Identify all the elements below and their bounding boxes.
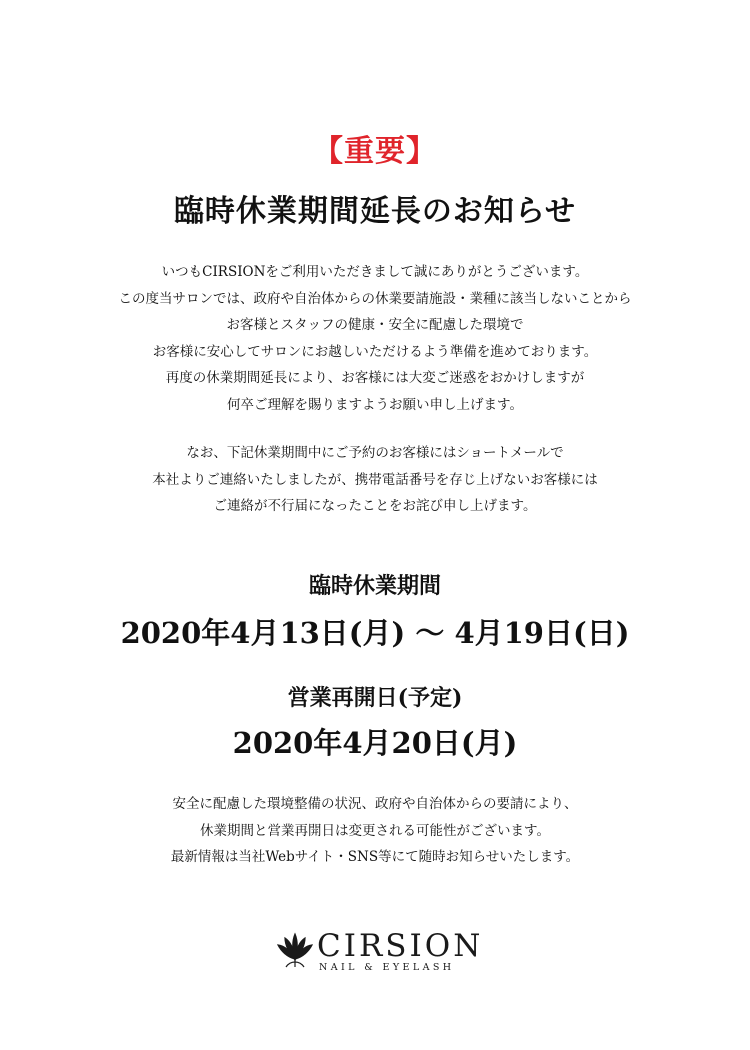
- intro-line: いつもCIRSIONをご利用いただきまして誠にありがとうございます。: [161, 264, 589, 280]
- brand-name: CIRSION: [317, 928, 484, 964]
- intro-line: お客様に安心してサロンにお越しいただけるよう準備を進めております。: [152, 343, 598, 360]
- notice-paragraph: [0, 440, 750, 520]
- brand-subtitle: NAIL & EYELASH: [319, 962, 455, 973]
- brand-logo: [275, 925, 484, 980]
- notice-line: なお、下記休業期間中にご予約のお客様にはショートメールで: [186, 445, 564, 461]
- intro-paragraph: [0, 259, 750, 418]
- intro-line: お客様とスタッフの健康・安全に配慮した環境で: [226, 317, 524, 333]
- intro-line: 再度の休業期間延長により、お客様には大変ご迷惑をおかけしますが: [165, 370, 585, 386]
- reopen-date-label: 営業再開日(予定): [287, 685, 463, 711]
- notice-line: 本社よりご連絡いたしましたが、携帯電話番号を存じ上げないお客様には: [152, 471, 598, 488]
- page-title: 臨時休業期間延長のお知らせ: [173, 194, 577, 229]
- footer-note-line: 最新情報は当社Webサイト・SNS等にて随時お知らせいたします。: [170, 849, 580, 865]
- flower-logo-icon: [275, 929, 315, 969]
- footer-note-line: 安全に配慮した環境整備の状況、政府や自治体からの要請により、: [172, 796, 578, 812]
- intro-line: この度当サロンでは、政府や自治体からの休業要請施設・業種に該当しないことから: [118, 290, 632, 307]
- closure-period-dates: 2020年4月13日(月) 〜 4月19日(日): [120, 616, 630, 650]
- important-heading: 【重要】: [313, 134, 437, 169]
- reopen-date: 2020年4月20日(月): [232, 726, 518, 760]
- intro-line: 何卒ご理解を賜りますようお願い申し上げます。: [227, 396, 523, 413]
- footer-notes: [0, 791, 750, 871]
- footer-note-line: 休業期間と営業再開日は変更される可能性がございます。: [200, 822, 550, 839]
- closure-period-label: 臨時休業期間: [308, 573, 441, 599]
- notice-line: ご連絡が不行届になったことをお詫び申し上げます。: [213, 498, 537, 514]
